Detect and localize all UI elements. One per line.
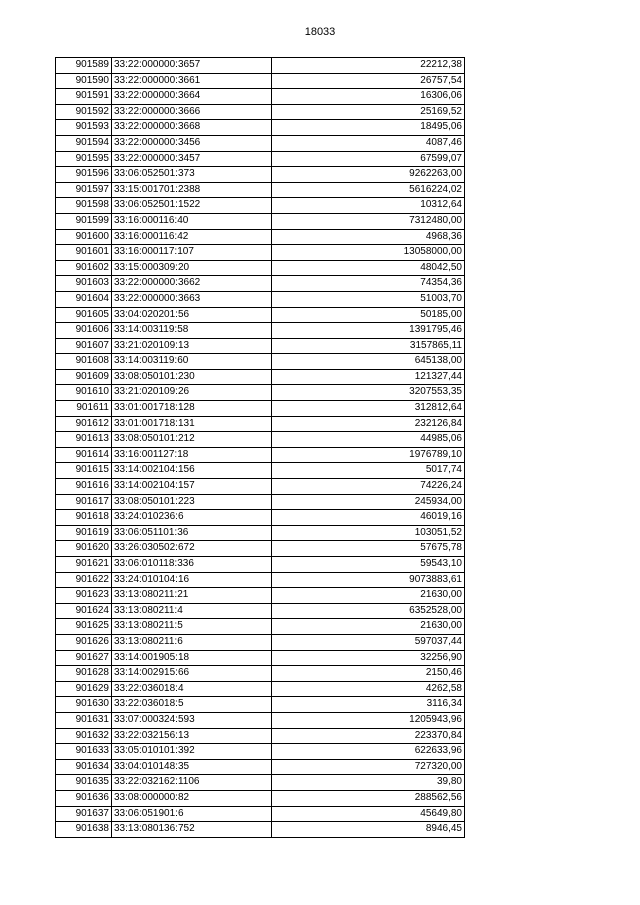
cadastral-number-cell: 33:04:010148:35 (112, 759, 272, 775)
row-number-cell: 901626 (56, 634, 112, 650)
row-number-cell: 901591 (56, 89, 112, 105)
cadastral-value-cell: 67599,07 (272, 151, 465, 167)
cadastral-number-cell: 33:22:000000:3657 (112, 58, 272, 74)
cadastral-value-cell: 46019,16 (272, 510, 465, 526)
cadastral-value-cell: 3207553,35 (272, 385, 465, 401)
table-row (56, 775, 465, 791)
row-number-cell: 901616 (56, 479, 112, 495)
cadastral-value-cell: 1391795,46 (272, 323, 465, 339)
cadastral-number-cell: 33:16:000117:107 (112, 245, 272, 261)
row-number-cell: 901622 (56, 572, 112, 588)
cadastral-number-cell: 33:22:000000:3662 (112, 276, 272, 292)
row-number-cell: 901618 (56, 510, 112, 526)
cadastral-number-cell: 33:13:080211:6 (112, 634, 272, 650)
table-row (56, 494, 465, 510)
cadastral-number-cell: 33:16:000116:42 (112, 229, 272, 245)
cadastral-value-cell: 16306,06 (272, 89, 465, 105)
cadastral-number-cell: 33:14:002104:157 (112, 479, 272, 495)
table-row (56, 167, 465, 183)
row-number-cell: 901621 (56, 557, 112, 573)
cadastral-value-cell: 59543,10 (272, 557, 465, 573)
table-row (56, 650, 465, 666)
table-row (56, 151, 465, 167)
cadastral-number-cell: 33:22:032162:1106 (112, 775, 272, 791)
cadastral-number-cell: 33:14:001905:18 (112, 650, 272, 666)
table-row (56, 588, 465, 604)
cadastral-number-cell: 33:14:002915:66 (112, 666, 272, 682)
table-row (56, 260, 465, 276)
table-row (56, 213, 465, 229)
row-number-cell: 901603 (56, 276, 112, 292)
cadastral-number-cell: 33:06:010118:336 (112, 557, 272, 573)
cadastral-value-cell: 50185,00 (272, 307, 465, 323)
row-number-cell: 901625 (56, 619, 112, 635)
cadastral-value-cell: 5616224,02 (272, 182, 465, 198)
table-row (56, 323, 465, 339)
table-row (56, 541, 465, 557)
cadastral-value-cell: 312812,64 (272, 401, 465, 417)
page-number: 18033 (304, 26, 336, 38)
cadastral-value-cell: 2150,46 (272, 666, 465, 682)
row-number-cell: 901630 (56, 697, 112, 713)
table-row (56, 104, 465, 120)
cadastral-number-cell: 33:01:001718:128 (112, 401, 272, 417)
cadastral-value-cell: 3116,34 (272, 697, 465, 713)
cadastral-value-cell: 51003,70 (272, 291, 465, 307)
cadastral-number-cell: 33:22:000000:3457 (112, 151, 272, 167)
cadastral-value-cell: 25169,52 (272, 104, 465, 120)
table-row (56, 806, 465, 822)
row-number-cell: 901635 (56, 775, 112, 791)
table-row (56, 510, 465, 526)
cadastral-number-cell: 33:07:000324:593 (112, 712, 272, 728)
cadastral-value-cell: 5017,74 (272, 463, 465, 479)
cadastral-value-cell: 727320,00 (272, 759, 465, 775)
cadastral-number-cell: 33:15:001701:2388 (112, 182, 272, 198)
cadastral-number-cell: 33:14:003119:58 (112, 323, 272, 339)
row-number-cell: 901629 (56, 681, 112, 697)
row-number-cell: 901607 (56, 338, 112, 354)
cadastral-value-cell: 1976789,10 (272, 447, 465, 463)
row-number-cell: 901637 (56, 806, 112, 822)
cadastral-number-cell: 33:22:000000:3456 (112, 135, 272, 151)
cadastral-number-cell: 33:06:052501:373 (112, 167, 272, 183)
row-number-cell: 901636 (56, 790, 112, 806)
cadastral-value-cell: 4968,36 (272, 229, 465, 245)
row-number-cell: 901605 (56, 307, 112, 323)
cadastral-number-cell: 33:21:020109:13 (112, 338, 272, 354)
cadastral-value-cell: 223370,84 (272, 728, 465, 744)
cadastral-number-cell: 33:06:051101:36 (112, 525, 272, 541)
table-row (56, 712, 465, 728)
row-number-cell: 901597 (56, 182, 112, 198)
table-row (56, 89, 465, 105)
row-number-cell: 901592 (56, 104, 112, 120)
row-number-cell: 901596 (56, 167, 112, 183)
table-row (56, 447, 465, 463)
table-row (56, 619, 465, 635)
row-number-cell: 901613 (56, 432, 112, 448)
cadastral-value-cell: 232126,84 (272, 416, 465, 432)
row-number-cell: 901610 (56, 385, 112, 401)
cadastral-number-cell: 33:01:001718:131 (112, 416, 272, 432)
cadastral-value-cell: 39,80 (272, 775, 465, 791)
cadastral-value-cell: 8946,45 (272, 822, 465, 838)
cadastral-value-cell: 44985,06 (272, 432, 465, 448)
cadastral-value-cell: 9262263,00 (272, 167, 465, 183)
cadastral-number-cell: 33:22:032156:13 (112, 728, 272, 744)
row-number-cell: 901606 (56, 323, 112, 339)
table-row (56, 479, 465, 495)
cadastral-value-cell: 6352528,00 (272, 603, 465, 619)
cadastral-number-cell: 33:16:000116:40 (112, 213, 272, 229)
cadastral-number-cell: 33:13:080211:4 (112, 603, 272, 619)
row-number-cell: 901609 (56, 369, 112, 385)
cadastral-number-cell: 33:04:020201:56 (112, 307, 272, 323)
cadastral-number-cell: 33:26:030502:672 (112, 541, 272, 557)
table-row (56, 463, 465, 479)
table-row (56, 697, 465, 713)
cadastral-value-cell: 7312480,00 (272, 213, 465, 229)
row-number-cell: 901600 (56, 229, 112, 245)
cadastral-value-cell: 21630,00 (272, 619, 465, 635)
table-row (56, 634, 465, 650)
table-row (56, 369, 465, 385)
cadastral-number-cell: 33:15:000309:20 (112, 260, 272, 276)
table-row (56, 354, 465, 370)
table-row (56, 416, 465, 432)
row-number-cell: 901595 (56, 151, 112, 167)
cadastral-number-cell: 33:22:000000:3666 (112, 104, 272, 120)
table-row (56, 401, 465, 417)
row-number-cell: 901608 (56, 354, 112, 370)
table-row (56, 198, 465, 214)
table-row (56, 229, 465, 245)
row-number-cell: 901601 (56, 245, 112, 261)
cadastral-value-cell: 9073883,61 (272, 572, 465, 588)
cadastral-number-cell: 33:21:020109:26 (112, 385, 272, 401)
cadastral-number-cell: 33:14:002104:156 (112, 463, 272, 479)
cadastral-number-cell: 33:24:010104:16 (112, 572, 272, 588)
cadastral-number-cell: 33:13:080211:21 (112, 588, 272, 604)
cadastral-value-cell: 21630,00 (272, 588, 465, 604)
cadastral-value-cell: 245934,00 (272, 494, 465, 510)
table-row (56, 182, 465, 198)
row-number-cell: 901633 (56, 744, 112, 760)
row-number-cell: 901634 (56, 759, 112, 775)
cadastral-value-cell: 622633,96 (272, 744, 465, 760)
cadastral-value-cell: 22212,38 (272, 58, 465, 74)
cadastral-number-cell: 33:22:000000:3664 (112, 89, 272, 105)
cadastral-value-cell: 103051,52 (272, 525, 465, 541)
cadastral-number-cell: 33:14:003119:60 (112, 354, 272, 370)
row-number-cell: 901594 (56, 135, 112, 151)
row-number-cell: 901598 (56, 198, 112, 214)
cadastral-value-cell: 32256,90 (272, 650, 465, 666)
cadastral-number-cell: 33:13:080136:752 (112, 822, 272, 838)
cadastral-value-cell: 4262,58 (272, 681, 465, 697)
table-row (56, 276, 465, 292)
cadastral-number-cell: 33:13:080211:5 (112, 619, 272, 635)
row-number-cell: 901619 (56, 525, 112, 541)
cadastral-number-cell: 33:22:000000:3668 (112, 120, 272, 136)
table-row (56, 291, 465, 307)
table-row (56, 790, 465, 806)
table-row (56, 385, 465, 401)
cadastral-value-cell: 26757,54 (272, 73, 465, 89)
table-row (56, 73, 465, 89)
cadastral-value-cell: 13058000,00 (272, 245, 465, 261)
table-row (56, 245, 465, 261)
table-row (56, 135, 465, 151)
cadastral-value-cell: 10312,64 (272, 198, 465, 214)
row-number-cell: 901623 (56, 588, 112, 604)
cadastral-value-table (55, 57, 465, 838)
cadastral-value-cell: 48042,50 (272, 260, 465, 276)
cadastral-number-cell: 33:16:001127:18 (112, 447, 272, 463)
row-number-cell: 901615 (56, 463, 112, 479)
row-number-cell: 901624 (56, 603, 112, 619)
table-row (56, 822, 465, 838)
row-number-cell: 901614 (56, 447, 112, 463)
row-number-cell: 901617 (56, 494, 112, 510)
table-row (56, 307, 465, 323)
row-number-cell: 901602 (56, 260, 112, 276)
cadastral-number-cell: 33:24:010236:6 (112, 510, 272, 526)
cadastral-value-cell: 18495,06 (272, 120, 465, 136)
table-row (56, 572, 465, 588)
row-number-cell: 901620 (56, 541, 112, 557)
table-row (56, 666, 465, 682)
cadastral-number-cell: 33:05:010101:392 (112, 744, 272, 760)
cadastral-number-cell: 33:08:050101:230 (112, 369, 272, 385)
cadastral-number-cell: 33:08:050101:223 (112, 494, 272, 510)
cadastral-value-cell: 45649,80 (272, 806, 465, 822)
row-number-cell: 901612 (56, 416, 112, 432)
table-row (56, 58, 465, 74)
table-row (56, 728, 465, 744)
table-row (56, 681, 465, 697)
cadastral-value-cell: 4087,46 (272, 135, 465, 151)
cadastral-number-cell: 33:22:036018:5 (112, 697, 272, 713)
cadastral-value-cell: 74354,36 (272, 276, 465, 292)
cadastral-value-cell: 1205943,96 (272, 712, 465, 728)
cadastral-number-cell: 33:22:036018:4 (112, 681, 272, 697)
cadastral-value-cell: 57675,78 (272, 541, 465, 557)
cadastral-number-cell: 33:08:000000:82 (112, 790, 272, 806)
cadastral-number-cell: 33:06:052501:1522 (112, 198, 272, 214)
row-number-cell: 901599 (56, 213, 112, 229)
row-number-cell: 901638 (56, 822, 112, 838)
row-number-cell: 901593 (56, 120, 112, 136)
cadastral-value-cell: 645138,00 (272, 354, 465, 370)
cadastral-value-cell: 597037,44 (272, 634, 465, 650)
row-number-cell: 901631 (56, 712, 112, 728)
cadastral-value-cell: 121327,44 (272, 369, 465, 385)
table-row (56, 525, 465, 541)
row-number-cell: 901632 (56, 728, 112, 744)
cadastral-value-cell: 288562,56 (272, 790, 465, 806)
table-row (56, 603, 465, 619)
row-number-cell: 901628 (56, 666, 112, 682)
cadastral-number-cell: 33:08:050101:212 (112, 432, 272, 448)
table-row (56, 432, 465, 448)
table-row (56, 557, 465, 573)
cadastral-number-cell: 33:22:000000:3663 (112, 291, 272, 307)
table-row (56, 744, 465, 760)
row-number-cell: 901589 (56, 58, 112, 74)
cadastral-number-cell: 33:06:051901:6 (112, 806, 272, 822)
cadastral-value-cell: 74226,24 (272, 479, 465, 495)
row-number-cell: 901611 (56, 401, 112, 417)
table-body (56, 58, 465, 838)
table-row (56, 120, 465, 136)
cadastral-value-cell: 3157865,11 (272, 338, 465, 354)
table-row (56, 338, 465, 354)
table-row (56, 759, 465, 775)
row-number-cell: 901627 (56, 650, 112, 666)
row-number-cell: 901590 (56, 73, 112, 89)
row-number-cell: 901604 (56, 291, 112, 307)
cadastral-number-cell: 33:22:000000:3661 (112, 73, 272, 89)
